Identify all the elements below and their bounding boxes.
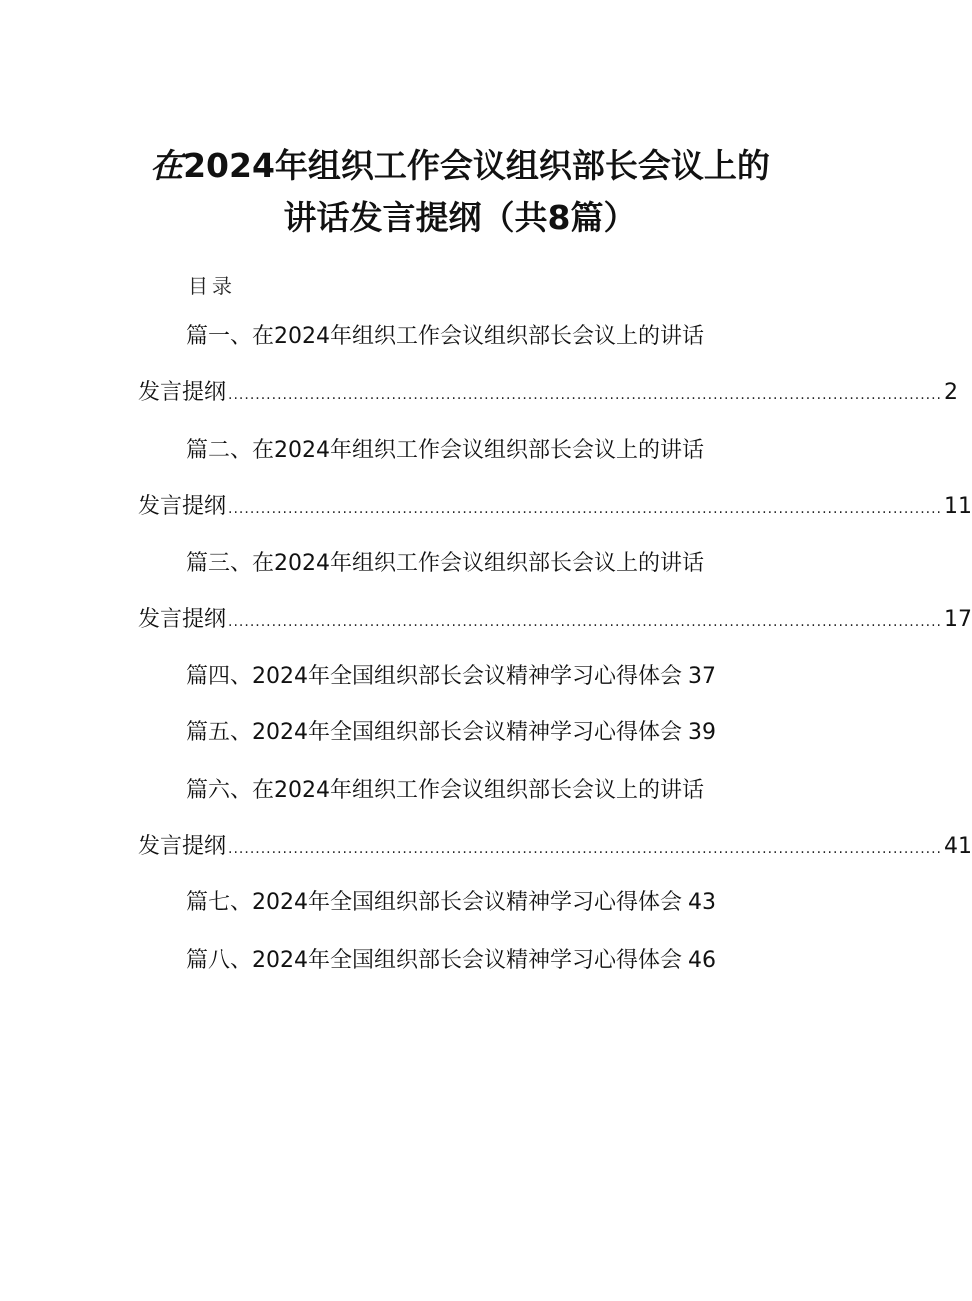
toc-entry-1-continuation[interactable] (138, 378, 958, 410)
toc-heading: 目录 (188, 274, 236, 298)
toc-entry-1[interactable] (186, 322, 704, 352)
toc-entry-6[interactable] (186, 776, 704, 806)
toc-entry-8[interactable] (186, 946, 716, 976)
toc-entry-2[interactable] (186, 436, 704, 466)
toc-page-number: 11 (944, 494, 972, 519)
toc-page-number: 41 (944, 834, 972, 859)
title-line-1-text: 2024年组织工作会议组织部长会议上的 (183, 146, 770, 185)
toc-entry-continuation: 发言提纲 (138, 834, 227, 859)
toc-entry-3-continuation[interactable] (138, 605, 972, 637)
dot-leader: ................................................................................................................................... (228, 387, 942, 403)
toc-entry-label: 篇五、2024年全国组织部长会议精神学习心得体会 (186, 720, 682, 745)
toc-page-number: 37 (688, 664, 716, 689)
toc-entry-6-continuation[interactable] (138, 832, 972, 864)
toc-entry-continuation: 发言提纲 (138, 607, 227, 632)
toc-entry-label: 篇六、在2024年组织工作会议组织部长会议上的讲话 (186, 778, 704, 803)
toc-page-number: 46 (688, 948, 716, 973)
dot-leader: ................................................................................................................................... (228, 501, 942, 517)
document-title-line-2: 讲话发言提纲（共8篇） (283, 198, 637, 237)
toc-entry-3[interactable] (186, 549, 704, 579)
toc-entry-7[interactable] (186, 888, 716, 918)
toc-entry-continuation: 发言提纲 (138, 494, 227, 519)
dot-leader: ................................................................................................................................... (228, 841, 942, 857)
toc-entry-label: 篇八、2024年全国组织部长会议精神学习心得体会 (186, 948, 682, 973)
toc-entry-label: 篇四、2024年全国组织部长会议精神学习心得体会 (186, 664, 682, 689)
toc-entry-4[interactable] (186, 662, 716, 692)
toc-entry-label: 篇一、在2024年组织工作会议组织部长会议上的讲话 (186, 324, 704, 349)
toc-page-number: 39 (688, 720, 716, 745)
toc-page-number: 43 (688, 890, 716, 915)
title-prefix: 在 (150, 146, 184, 185)
toc-entry-label: 篇七、2024年全国组织部长会议精神学习心得体会 (186, 890, 682, 915)
toc-entry-continuation: 发言提纲 (138, 380, 227, 405)
toc-entry-5[interactable] (186, 718, 716, 748)
dot-leader: ................................................................................................................................... (228, 614, 942, 630)
toc-entry-label: 篇三、在2024年组织工作会议组织部长会议上的讲话 (186, 551, 704, 576)
toc-entry-2-continuation[interactable] (138, 492, 972, 524)
document-title-line-1 (0, 140, 920, 187)
toc-page-number: 17 (944, 607, 972, 632)
toc-entry-label: 篇二、在2024年组织工作会议组织部长会议上的讲话 (186, 438, 704, 463)
toc-page-number: 2 (944, 380, 958, 405)
